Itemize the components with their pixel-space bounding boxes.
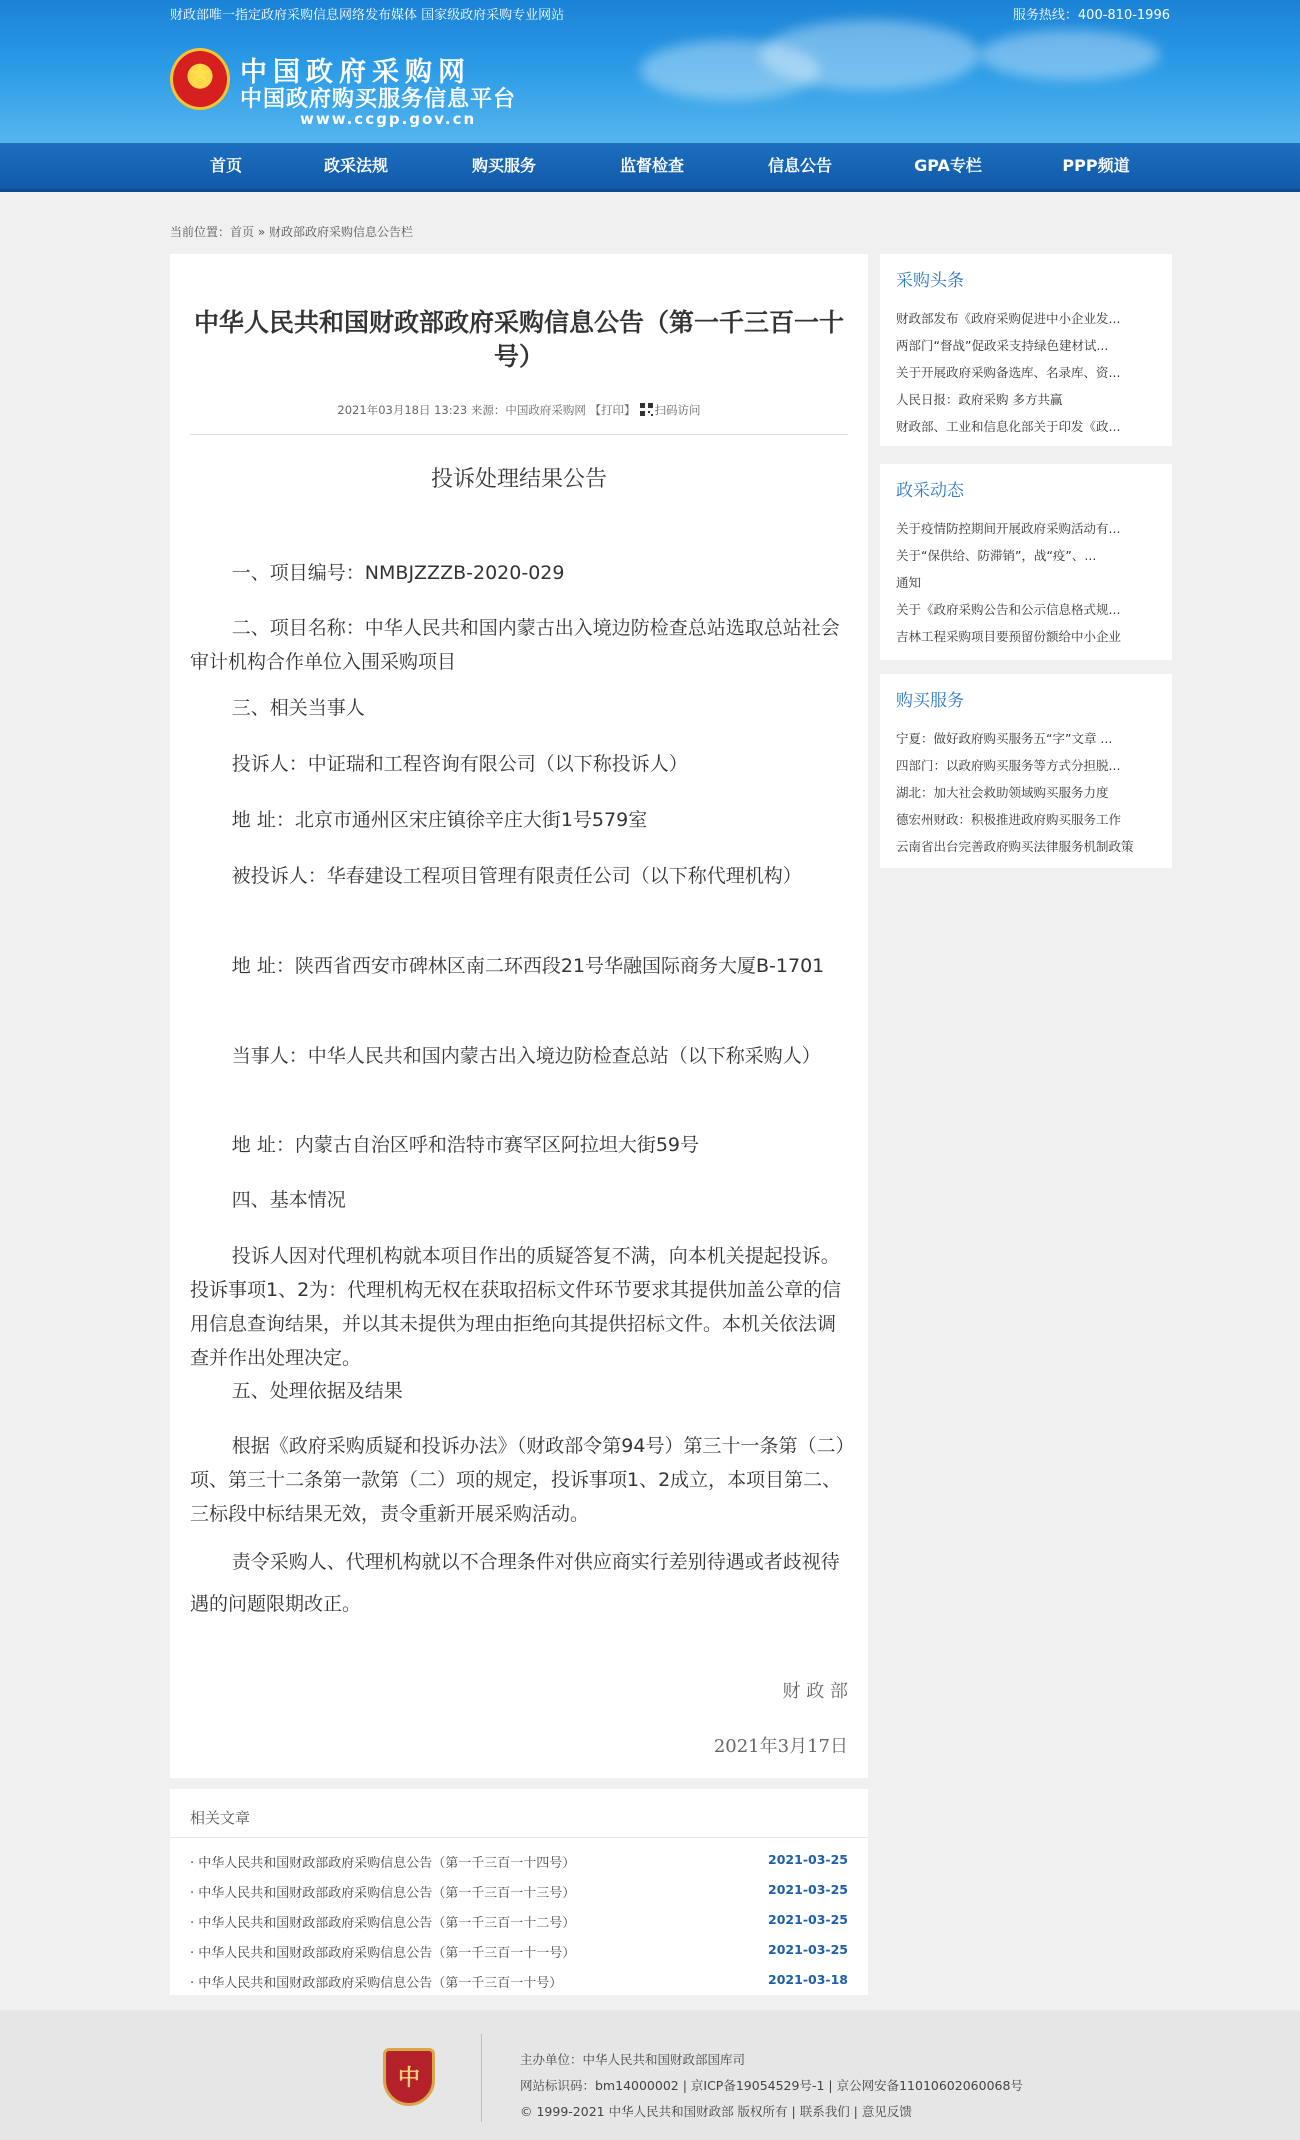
service-hotline: 服务热线：400-810-1996 <box>1012 8 1170 23</box>
sidebar-dynamics <box>880 464 1172 660</box>
article-date: 2021年3月17日 <box>713 1736 848 1757</box>
footer-separator <box>481 2034 482 2122</box>
title-divider <box>190 434 848 435</box>
related-item[interactable] <box>190 1942 848 1964</box>
paragraph-respondent-address: 地 址：陕西省西安市碑林区南二环西段21号华融国际商务大厦B-1701 <box>231 955 825 977</box>
dynamics-item[interactable]: 通知 <box>896 575 922 590</box>
site-logo-subtitle[interactable]: 中国政府购买服务信息平台 <box>240 87 517 112</box>
related-heading: 相关文章 <box>190 1809 251 1827</box>
related-item-title[interactable]: · 中华人民共和国财政部政府采购信息公告（第一千三百一十二号） <box>190 1916 576 1931</box>
qr-access-link[interactable]: 扫码访问 <box>654 403 701 417</box>
services-item[interactable]: 湖北：加大社会救助领域购买服务力度 <box>896 785 1109 800</box>
paragraph-project-number: 一、项目编号：NMBJZZZB-2020-029 <box>231 562 565 584</box>
headline-item[interactable]: 人民日报：政府采购 多方共赢 <box>896 392 1063 407</box>
headlines-title[interactable]: 采购头条 <box>896 271 964 291</box>
site-header <box>0 0 1300 143</box>
breadcrumb-separator: » <box>254 225 270 239</box>
article-meta-text[interactable]: 2021年03月18日 13:23 来源：中国政府采购网 【打印】 <box>337 403 636 417</box>
related-item[interactable] <box>190 1852 848 1874</box>
dynamics-title[interactable]: 政采动态 <box>896 481 964 501</box>
services-title[interactable]: 购买服务 <box>896 691 964 711</box>
nav-home[interactable]: 首页 <box>209 156 242 175</box>
headline-item[interactable]: 两部门“督战”促政采支持绿色建材试... <box>896 338 1109 353</box>
related-item[interactable] <box>190 1912 848 1934</box>
services-item[interactable]: 四部门：以政府购买服务等方式分担脱... <box>896 758 1121 773</box>
related-divider <box>170 1837 868 1838</box>
headline-item[interactable]: 财政部发布《政府采购促进中小企业发... <box>896 311 1121 326</box>
nav-announcements[interactable]: 信息公告 <box>767 156 832 175</box>
main-nav <box>0 143 1300 192</box>
article-panel <box>170 254 868 1778</box>
sidebar-headlines <box>880 254 1172 446</box>
paragraph-basic-situation: 投诉人因对代理机构就本项目作出的质疑答复不满，向本机关提起投诉。投诉事项1、2为：代理机构无权在获取招标文件环节要求其提供加盖公章的信用信息查询结果，并以其未提供为理由拒绝向其提供招标文件。本机关依法调查并作出处理决定。 <box>190 1245 842 1369</box>
sidebar-services <box>880 674 1172 868</box>
related-item[interactable] <box>190 1972 848 1994</box>
dynamics-item[interactable]: 关于疫情防控期间开展政府采购活动有... <box>896 521 1121 536</box>
breadcrumb-prefix: 当前位置： <box>170 225 231 239</box>
nav-purchase-services[interactable]: 购买服务 <box>471 156 536 175</box>
paragraph-party: 当事人：中华人民共和国内蒙古出入境边防检查总站（以下称采购人） <box>231 1045 821 1067</box>
nav-supervision[interactable]: 监督检查 <box>619 156 684 175</box>
nav-regulations[interactable]: 政采法规 <box>323 156 388 175</box>
dynamics-item[interactable]: 关于《政府采购公告和公示信息格式规... <box>896 602 1121 617</box>
national-emblem-icon <box>170 48 230 110</box>
cloud-decoration <box>760 20 980 90</box>
related-articles <box>170 1789 868 1995</box>
headline-item[interactable]: 财政部、工业和信息化部关于印发《政... <box>896 419 1121 434</box>
breadcrumb-home[interactable]: 首页 <box>230 225 255 239</box>
article-title: 中华人民共和国财政部政府采购信息公告（第一千三百一十号） <box>193 308 844 371</box>
paragraph-result: 根据《政府采购质疑和投诉办法》（财政部令第94号）第三十一条第（二）项、第三十二条第一款第（二）项的规定，投诉事项1、2成立，本项目第二、三标段中标结果无效，责令重新开展采购活动。 <box>190 1435 845 1525</box>
breadcrumb <box>170 223 413 240</box>
services-item[interactable]: 宁夏：做好政府购买服务五“字”文章 ... <box>896 731 1113 746</box>
cloud-decoration <box>980 30 1160 80</box>
related-item[interactable] <box>190 1882 848 1904</box>
paragraph-complainant-address: 地 址：北京市通州区宋庄镇徐辛庄大街1号579室 <box>231 809 648 831</box>
article-signature: 财 政 部 <box>782 1681 848 1702</box>
nav-gpa-column[interactable]: GPA专栏 <box>914 156 982 175</box>
party-government-logo-icon[interactable] <box>383 2048 435 2106</box>
article-meta <box>190 402 848 418</box>
breadcrumb-current[interactable]: 财政部政府采购信息公告栏 <box>269 225 414 239</box>
related-item-title[interactable]: · 中华人民共和国财政部政府采购信息公告（第一千三百一十号） <box>190 1976 563 1991</box>
paragraph-respondent: 被投诉人：华春建设工程项目管理有限责任公司（以下称代理机构） <box>231 865 802 887</box>
dynamics-item[interactable]: 关于“保供给、防滞销”，战“疫”、... <box>896 548 1097 563</box>
site-tagline: 财政部唯一指定政府采购信息网络发布媒体 国家级政府采购专业网站 <box>170 8 565 23</box>
paragraph-basic-heading: 四、基本情况 <box>231 1189 346 1211</box>
nav-ppp-channel[interactable]: PPP频道 <box>1062 156 1130 175</box>
related-item-title[interactable]: · 中华人民共和国财政部政府采购信息公告（第一千三百一十一号） <box>190 1946 576 1961</box>
paragraph-result-heading: 五、处理依据及结果 <box>231 1380 403 1402</box>
related-item-date: 2021-03-25 <box>768 1882 848 1897</box>
related-item-date: 2021-03-25 <box>768 1942 848 1957</box>
paragraph-parties-heading: 三、相关当事人 <box>231 697 365 719</box>
headline-item[interactable]: 关于开展政府采购备选库、名录库、资... <box>896 365 1121 380</box>
related-item-title[interactable]: · 中华人民共和国财政部政府采购信息公告（第一千三百一十四号） <box>190 1856 576 1871</box>
site-logo-title[interactable]: 中国政府采购网 <box>240 57 471 88</box>
footer-host: 主办单位：中华人民共和国财政部国库司 <box>520 2052 746 2067</box>
article-subtitle: 投诉处理结果公告 <box>430 467 607 492</box>
site-footer <box>0 2010 1300 2140</box>
site-logo-url[interactable]: www.ccgp.gov.cn <box>300 110 477 128</box>
related-item-title[interactable]: · 中华人民共和国财政部政府采购信息公告（第一千三百一十三号） <box>190 1886 576 1901</box>
footer-copyright[interactable]: © 1999-2021 中华人民共和国财政部 版权所有 | 联系我们 | 意见反馈 <box>520 2104 912 2119</box>
services-item[interactable]: 云南省出台完善政府购买法律服务机制政策 <box>896 839 1134 854</box>
paragraph-project-name: 二、项目名称：中华人民共和国内蒙古出入境边防检查总站选取总站社会审计机构合作单位入围采购项目 <box>190 617 840 673</box>
dynamics-item[interactable]: 吉林工程采购项目要预留份额给中小企业 <box>896 629 1122 644</box>
related-item-date: 2021-03-18 <box>768 1972 848 1987</box>
paragraph-complainant: 投诉人：中证瑞和工程咨询有限公司（以下称投诉人） <box>231 753 688 775</box>
paragraph-rectification: 责令采购人、代理机构就以不合理条件对供应商实行差别待遇或者歧视待遇的问题限期改正。 <box>190 1551 840 1615</box>
services-item[interactable]: 德宏州财政：积极推进政府购买服务工作 <box>896 812 1122 827</box>
footer-registration[interactable]: 网站标识码：bm14000002 | 京ICP备19054529号-1 | 京公网安备11010602060068号 <box>520 2078 1023 2093</box>
qr-code-icon[interactable] <box>640 403 653 416</box>
paragraph-party-address: 地 址：内蒙古自治区呼和浩特市赛罕区阿拉坦大街59号 <box>231 1134 700 1156</box>
related-item-date: 2021-03-25 <box>768 1912 848 1927</box>
related-item-date: 2021-03-25 <box>768 1852 848 1867</box>
